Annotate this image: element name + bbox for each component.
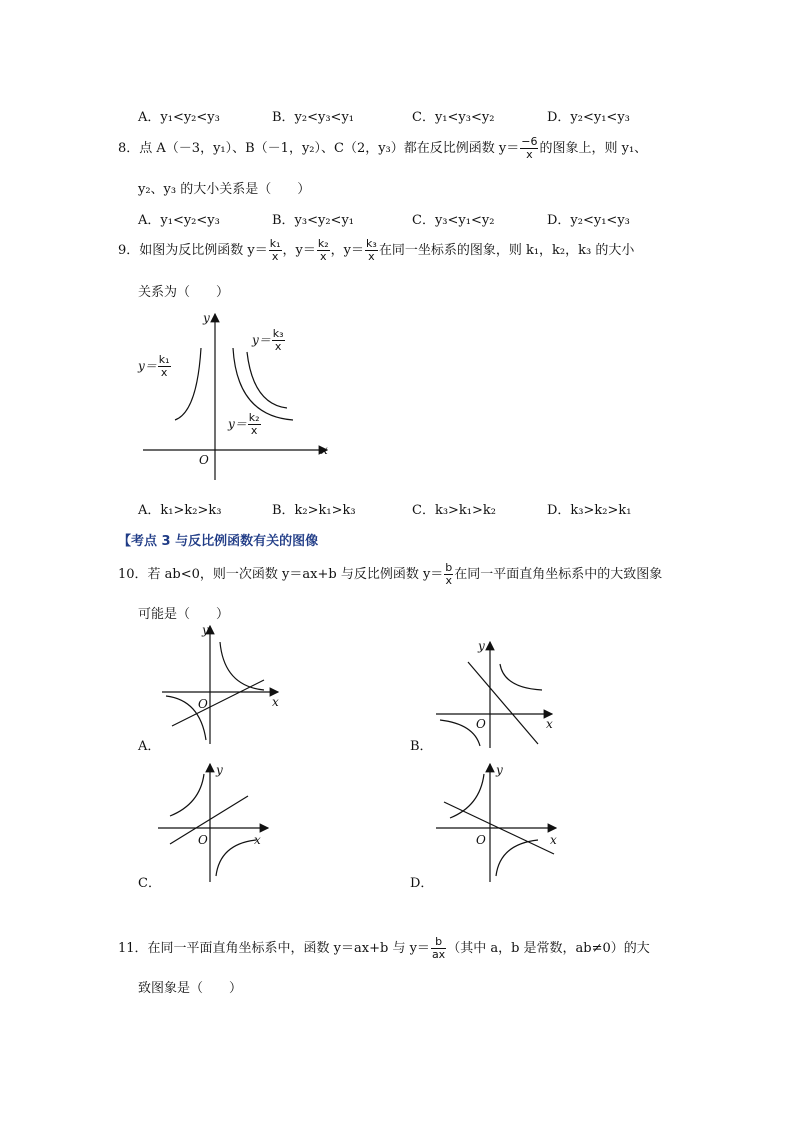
q10b-line (468, 662, 538, 744)
q9-curve-k1 (175, 348, 201, 420)
q8-option-c: C．y₃<y₁<y₂ (412, 213, 495, 228)
q8-line2: y₂、y₃ 的大小关系是（ ） (138, 182, 311, 197)
q8-option-d: D．y₂<y₁<y₃ (547, 213, 630, 228)
svg-text:x: x (272, 695, 279, 709)
q10c-curve-q4 (216, 840, 256, 876)
q9-x-label: x (321, 443, 328, 457)
q9-y-label: y (203, 311, 210, 325)
q11-fraction: $\frac{b}{ax}$ (431, 935, 446, 961)
q7-option-a: A．y₁<y₂<y₃ (138, 110, 220, 125)
svg-text:y: y (478, 639, 485, 653)
q9-option-d: D．k₃>k₂>k₁ (547, 503, 632, 518)
q9-fraction-k1: $\frac{\text{k₁}}{x}$ (269, 237, 281, 263)
q8-text-b: 的图象上，则 y₁、 (539, 141, 648, 156)
q8-text-a: 8．点 A（－3，y₁）、B（－1，y₂）、C（2，y₃）都在反比例函数 y＝ (118, 141, 520, 156)
q9-label-k3: y＝ $\frac{\text{k₃}}{x}$ (252, 327, 284, 353)
q10d-curve-q2 (450, 774, 484, 818)
q10-graph-c (156, 760, 286, 885)
q8-option-a: A．y₁<y₂<y₃ (138, 213, 220, 228)
svg-text:x: x (254, 833, 261, 847)
section-heading-3: 【考点 3 与反比例函数有关的图像 (118, 534, 319, 549)
q9-curve-k3 (247, 352, 287, 408)
svg-text:O: O (198, 833, 208, 847)
svg-text:O: O (476, 717, 486, 731)
q11-line1: 11．在同一平面直角坐标系中，函数 y＝ax+b 与 y＝ $\frac{b}{ax}$ （其中 a，b 是常数，ab≠0）的大 (118, 935, 650, 961)
q10-line2: 可能是（ ） (138, 607, 230, 622)
q10-label-b: B． (410, 739, 433, 754)
q10-line1: 10．若 ab<0，则一次函数 y＝ax+b 与反比例函数 y＝ $\frac{b}{x}$ 在同一平面直角坐标系中的大致图象 (118, 561, 663, 587)
q9-option-c: C．k₃>k₁>k₂ (412, 503, 496, 518)
q10-label-c: C． (138, 876, 161, 891)
q9-option-b: B．k₂>k₁>k₃ (272, 503, 356, 518)
q10c-curve-q2 (170, 774, 204, 816)
q9-label-k1: y＝ $\frac{\text{k₁}}{x}$ (138, 353, 170, 379)
q10-graph-a (160, 622, 290, 747)
q8-option-b: B．y₃<y₂<y₁ (272, 213, 355, 228)
q11-line2: 致图象是（ ） (138, 981, 243, 996)
q7-option-b: B．y₂<y₃<y₁ (272, 110, 355, 125)
svg-text:O: O (476, 833, 486, 847)
q10-label-d: D． (410, 876, 434, 891)
q8-fraction: $\frac{-6}{x}$ (521, 135, 538, 161)
q7-option-d: D．y₂<y₁<y₃ (547, 110, 630, 125)
q10-graph-d (434, 760, 564, 885)
svg-text:y: y (202, 623, 209, 637)
q10-graph-b (434, 638, 564, 750)
q9-curve-k2 (233, 348, 293, 420)
svg-text:y: y (216, 763, 223, 777)
q10d-curve-q4 (496, 840, 538, 876)
svg-text:x: x (550, 833, 557, 847)
q9-graph (135, 308, 335, 488)
q10b-curve-q3 (440, 720, 480, 746)
q10c-line (170, 796, 248, 844)
q9-line2: 关系为（ ） (138, 285, 230, 300)
q8-line1 (118, 136, 647, 161)
svg-text:y: y (496, 763, 503, 777)
q9-option-a: A．k₁>k₂>k₃ (138, 503, 222, 518)
q9-line1: 9．如图为反比例函数 y＝ $\frac{\text{k₁}}{x}$ ，y＝ $\frac{\text{k₂}}{x}$ ，y＝ $\frac{\text{k₃}}{x}$ 在同一坐标系的图象，则 k₁，k₂，k₃ 的大小 (118, 237, 635, 263)
q10b-curve-q1 (500, 664, 542, 690)
svg-text:x: x (546, 717, 553, 731)
q9-fraction-k2: $\frac{\text{k₂}}{x}$ (317, 237, 329, 263)
q7-option-c: C．y₁<y₃<y₂ (412, 110, 495, 125)
q10-label-a: A． (138, 739, 161, 754)
q9-origin-label: O (199, 453, 209, 467)
q9-fraction-k3: $\frac{\text{k₃}}{x}$ (366, 237, 377, 263)
q10-fraction: $\frac{b}{x}$ (445, 561, 453, 587)
q9-label-k2: y＝ $\frac{\text{k₂}}{x}$ (228, 411, 260, 437)
svg-text:O: O (198, 697, 208, 711)
